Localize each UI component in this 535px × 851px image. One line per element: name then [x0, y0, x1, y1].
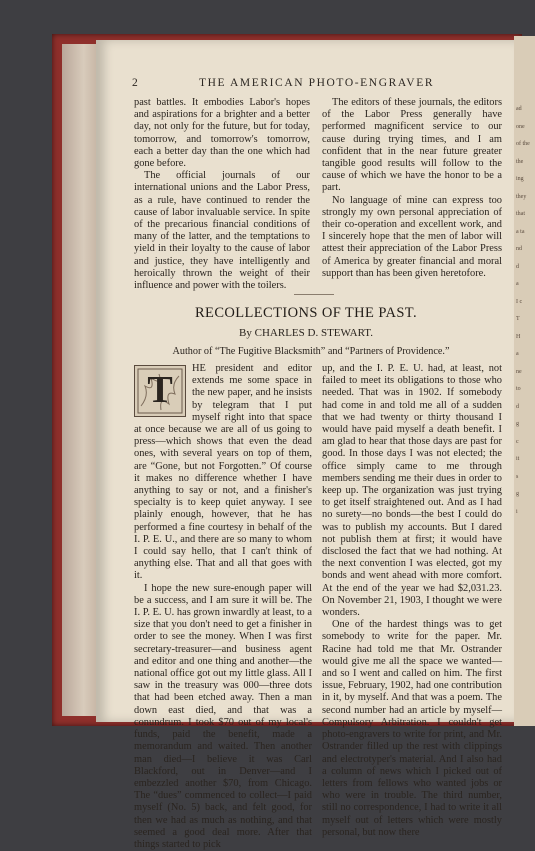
next-page-text-fragment: g: [516, 421, 519, 427]
journal-title: THE AMERICAN PHOTO-ENGRAVER: [199, 77, 435, 89]
next-page-text-fragment: ne: [516, 368, 522, 375]
next-page-text-fragment: nd: [516, 246, 522, 252]
next-page-text-fragment: to: [516, 386, 521, 392]
paragraph: The editors of these journals, the editors of the Labor Press generally have performed magnificent service to our cause during trying times, and I am confident that in the near future greater tangible good results will follow to the cause of which we have the honor to be a part.: [322, 97, 502, 194]
next-page-text-fragment: H: [516, 333, 521, 340]
next-page-text-fragment: a ta: [516, 228, 525, 235]
paragraph: I hope the new sure-enough paper will be a success, and I am sure it will be. The I. P. E. U. has grown inwardly at least, to a size that you don't need to get a finisher in order to see the money. When I was first secretary-treasurer—and business agent and editor and one thing and another—the national office got out my little glass. All I saw in the treasury was 000—three dots that had been etched away. Then a man down east died, and that was a conundrum. I took $70 out of my local's funds, paid the benefit, made a memorandum and waited. Then another man died—I believe it was Carl Blackford, out in Denver—and I embezzled another $70, from Chicago. The “dues” commenced to collect—I paid myself (No. 5) back, and felt good, for then we had as much as nothing, and that seemed a good deal more. After that things started to pick: [134, 582, 312, 850]
next-page-text-fragment: one: [516, 123, 525, 130]
next-page-text-fragment: d: [516, 263, 519, 270]
page-number: 2: [132, 77, 138, 89]
next-page-text-fragment: i: [516, 508, 518, 515]
next-page-text-fragment: ad: [516, 106, 522, 112]
book-page: [96, 40, 514, 850]
drop-cap-ornament: [134, 365, 186, 417]
next-page-text-fragment: the: [516, 158, 524, 165]
article-title: RECOLLECTIONS OF THE PAST.: [194, 305, 418, 321]
drop-cap-letter: T: [147, 369, 173, 411]
book-page-edges: [62, 44, 98, 716]
top-right-column: [322, 97, 502, 280]
section-divider: [294, 294, 334, 295]
paragraph: One of the hardest things was to get somebody to write for the paper. Mr. Racine had told me that Mr. Ostrander would give me all the space we wanted—and so I went and called on him. The first issue, February, 1902, had one contribution in it, by myself. And that was a poem. The second number had an article by myself—Compulsory Arbitration. I couldn't get photo-engravers to write for print, and Mr. Ostrander filled up the rest with clippings and electrotyper's material. And I also had a column of news which I picked out of letters from fellows who wanted jobs or who were in trouble. The third number, still no correspondence, I had to write it all myself out of letters which were mostly personal, but now there: [322, 619, 502, 838]
article-right-column: [322, 363, 502, 839]
next-page-text-fragment: it: [516, 456, 520, 462]
paragraph: up, and the I. P. E. U. had, at least, not failed to meet its obligations to those who needed. That was in 1902. If somebody had come in and told me all of a sudden that we had twenty or thirty thousand I would have paid myself a death benefit. I am glad to hear that those days are past for good. In those days I was not elected; the office simply came to me through members sending me their dues in order to keep up. The organization was just trying to get itself straightened out. And as I had no surety—no bonds—the best I could do was to publish my accounts. But I dared not publish them at first; it would have disclosed the fact that we had nothing. At the next convention I was elected, got my bonds and went ahead with more comfort. At the end of the year we had $2,031.23. On November 21, 1903, I thought we were wonders.: [322, 363, 502, 619]
next-page-text-fragment: d: [516, 403, 519, 410]
top-left-column: [134, 97, 310, 292]
paragraph: The official journals of our international unions and the Labor Press, as a rule, have continued to render the cause of labor invaluable service. In spite of the precarious financial conditions of many of the latter, and the temptations to yield in their loyalty to the cause of labor and justice, they have intelligently and heroically thrown the weight of their influence and power with the toilers.: [134, 170, 310, 292]
next-page-text-fragment: g: [516, 491, 519, 497]
opening-text: HE president and editor extends me some space in the new paper, and he insists by telegram that I put myself right into that space at once because we are all of us going to press—which shows that even the dead ones, with several years on top of them, are “Gone, but not Forgotten.” Of course it makes no difference whether I have anything to say or not, and a finisher's specialty is to keep quiet anyway. I see plainly enough, however, that he has performed a fine courtesy in behalf of the I. P. E. U., and there are so many to whom I could say hello, that I can't think of anything else. That and all that goes with it.: [134, 363, 312, 582]
next-page-text-fragment: ing: [516, 176, 524, 182]
article-byline: By CHARLES D. STEWART.: [239, 327, 373, 339]
next-page-text-fragment: a: [516, 351, 519, 357]
next-page-text-fragment: they: [516, 193, 527, 200]
next-page-text-fragment: T: [516, 316, 520, 322]
next-page-text-fragment: I c: [516, 298, 523, 305]
paragraph: No language of mine can express too strongly my own personal appreciation of their co-operation and excellent work, and I sincerely hope that the men of labor will attest their appreciation of the Labor Press of America by greater financial and moral support than has been given heretofore.: [322, 194, 502, 279]
next-page-text-fragment: s: [516, 473, 519, 480]
article-left-column: [134, 363, 312, 851]
next-page-text-fragment: a: [516, 281, 519, 287]
author-note: Author of “The Fugitive Blacksmith” and “Partners of Providence.”: [172, 346, 450, 357]
next-page-edge: [514, 36, 535, 726]
opening-paragraph: [134, 363, 312, 583]
next-page-text-fragment: of the: [516, 141, 530, 147]
next-page-text-fragment: that: [516, 211, 525, 217]
paragraph: past battles. It embodies Labor's hopes and aspirations for a brighter and a better day, not only for the future, but for today, tomorrow, and tomorrow's tomorrow, each a better day than the one which had gone before.: [134, 97, 310, 170]
next-page-text-fragment: c: [516, 438, 519, 445]
